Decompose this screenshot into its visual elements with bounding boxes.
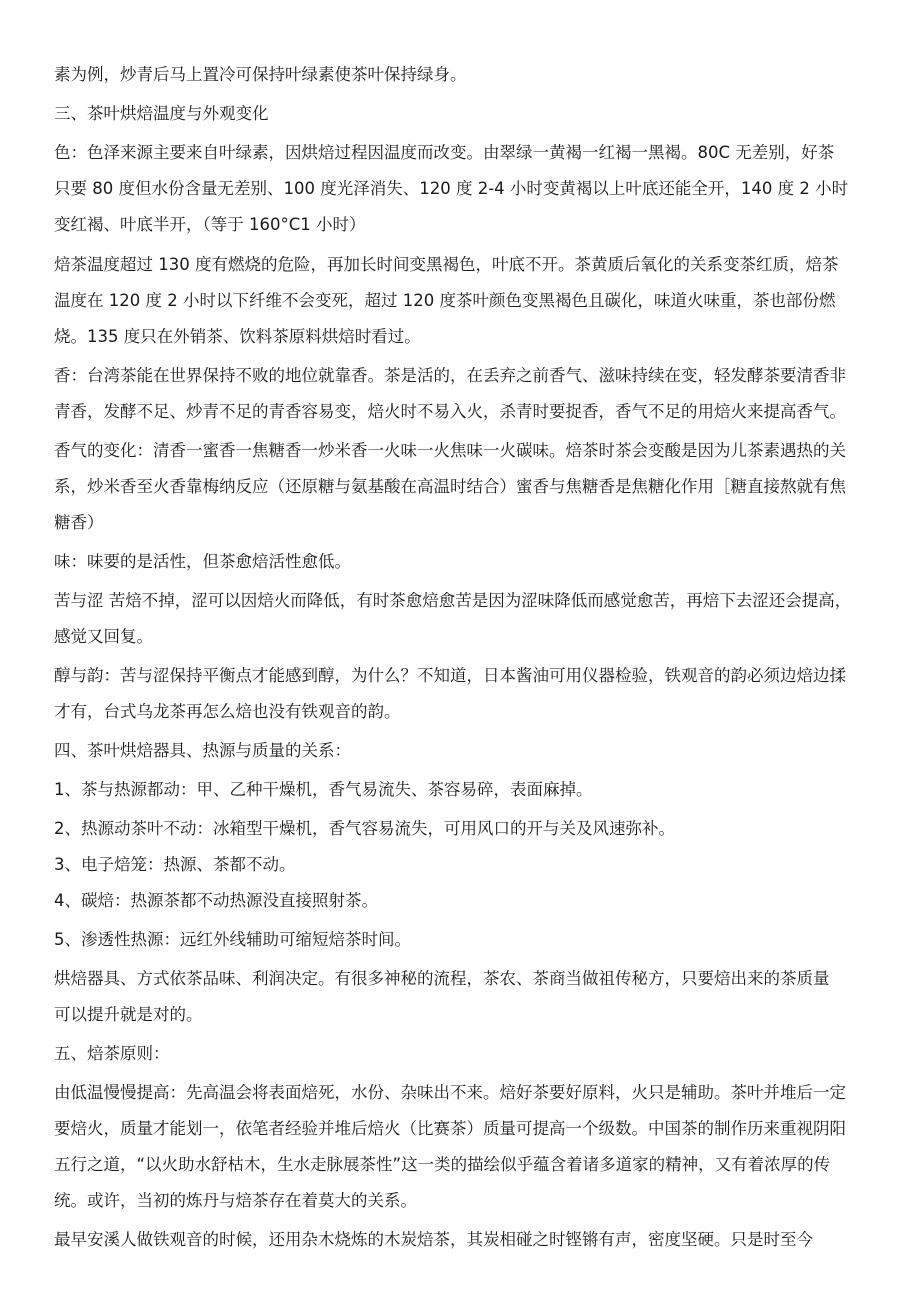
list-item: 5、渗透性热源：远红外线辅助可缩短焙茶时间。 bbox=[54, 930, 411, 949]
text-line: 苦与涩 苦焙不掉，涩可以因焙火而降低，有时茶愈焙愈苦是因为涩味降低而感觉愈苦，再焙下去涩还会提高， bbox=[54, 591, 852, 610]
text-line: 烘焙器具、方式依茶品味、利润决定。有很多神秘的流程，茶农、茶商当做祖传秘方，只要焙出来的茶质量 bbox=[54, 969, 830, 988]
text-line: 由低温慢慢提高：先高温会将表面焙死，水份、杂味出不来。焙好茶要好原料，火只是辅助。茶叶并堆后一定 bbox=[54, 1083, 846, 1102]
text-line: 最早安溪人做铁观音的时候，还用杂木烧炼的木炭焙茶，其炭相碰之时铿锵有声，密度坚硬。只是时至今 bbox=[54, 1230, 813, 1249]
text-line: 青香，发酵不足、炒青不足的青香容易变，焙火时不易入火，杀青时要捉香，香气不足的用焙火来提高香气。 bbox=[54, 402, 846, 421]
list-item: 3、电子焙笼：热源、茶都不动。 bbox=[54, 855, 296, 874]
list-item: 2、热源动茶叶不动：冰箱型干燥机，香气容易流失，可用风口的开与关及风速弥补。 bbox=[54, 819, 675, 838]
section-heading: 四、茶叶烘焙器具、热源与质量的关系： bbox=[54, 741, 351, 760]
text-line: 变红褐、叶底半开，（等于 160°C1 小时） bbox=[54, 215, 366, 234]
text-line: 要焙火，质量才能划一，依笔者经验并堆后焙火（比赛茶）质量可提高一个级数。中国茶的制作历来重视阴阳 bbox=[54, 1119, 846, 1138]
text-line: 可以提升就是对的。 bbox=[54, 1005, 203, 1024]
text-line: 焙茶温度超过 130 度有燃烧的危险，再加长时间变黑褐色，叶底不开。茶黄质后氧化的关系变茶红质，焙茶 bbox=[54, 255, 839, 274]
text-line: 烧。135 度只在外销茶、饮料茶原料烘焙时看过。 bbox=[54, 327, 421, 346]
text-line: 温度在 120 度 2 小时以下纤维不会变死，超过 120 度茶叶颜色变黑褐色且碳化，味道火味重，茶也部份燃 bbox=[54, 291, 836, 310]
section-heading: 五、焙茶原则： bbox=[54, 1044, 170, 1063]
list-item: 1、茶与热源都动：甲、乙种干燥机，香气易流失、茶容易碎，表面麻掉。 bbox=[54, 780, 593, 799]
section-heading: 三、茶叶烘焙温度与外观变化 bbox=[54, 104, 269, 123]
text-line: 五行之道，“以火助水舒枯木，生水走脉展茶性”这一类的描绘似乎蕴含着诸多道家的精神，又有着浓厚的传 bbox=[54, 1155, 831, 1174]
list-item: 4、碳焙：热源茶都不动热源没直接照射茶。 bbox=[54, 891, 378, 910]
text-line: 味：味要的是活性，但茶愈焙活性愈低。 bbox=[54, 552, 351, 571]
text-line: 感觉又回复。 bbox=[54, 627, 153, 646]
text-line: 香：台湾茶能在世界保持不败的地位就靠香。茶是活的，在丢弃之前香气、滋味持续在变，轻发酵茶要清香非 bbox=[54, 366, 846, 385]
text-line: 素为例，炒青后马上置冷可保持叶绿素使茶叶保持绿身。 bbox=[54, 65, 467, 84]
text-line: 统。或许，当初的炼丹与焙茶存在着莫大的关系。 bbox=[54, 1191, 417, 1210]
text-line: 糖香） bbox=[54, 513, 104, 532]
text-line: 只要 80 度但水份含量无差别、100 度光泽消失、120 度 2-4 小时变黄褐以上叶底还能全开，140 度 2 小时 bbox=[54, 179, 849, 198]
text-line: 色：色泽来源主要来自叶绿素，因烘焙过程因温度而改变。由翠绿一黄褐一红褐一黑褐。80C 无差别，好茶 bbox=[54, 143, 835, 162]
text-line: 醇与韵：苦与涩保持平衡点才能感到醇，为什么？不知道，日本酱油可用仪器检验，铁观音的韵必须边焙边揉 bbox=[54, 666, 846, 685]
text-line: 香气的变化：清香一蜜香一焦糖香一炒米香一火味一火焦味一火碳味。焙茶时茶会变酸是因为儿茶素遇热的关 bbox=[54, 441, 846, 460]
text-line: 才有，台式乌龙茶再怎么焙也没有铁观音的韵。 bbox=[54, 702, 401, 721]
text-line: 系，炒米香至火香靠梅纳反应（还原糖与氨基酸在高温时结合）蜜香与焦糖香是焦糖化作用［糖直接熬就有焦 bbox=[54, 477, 846, 496]
